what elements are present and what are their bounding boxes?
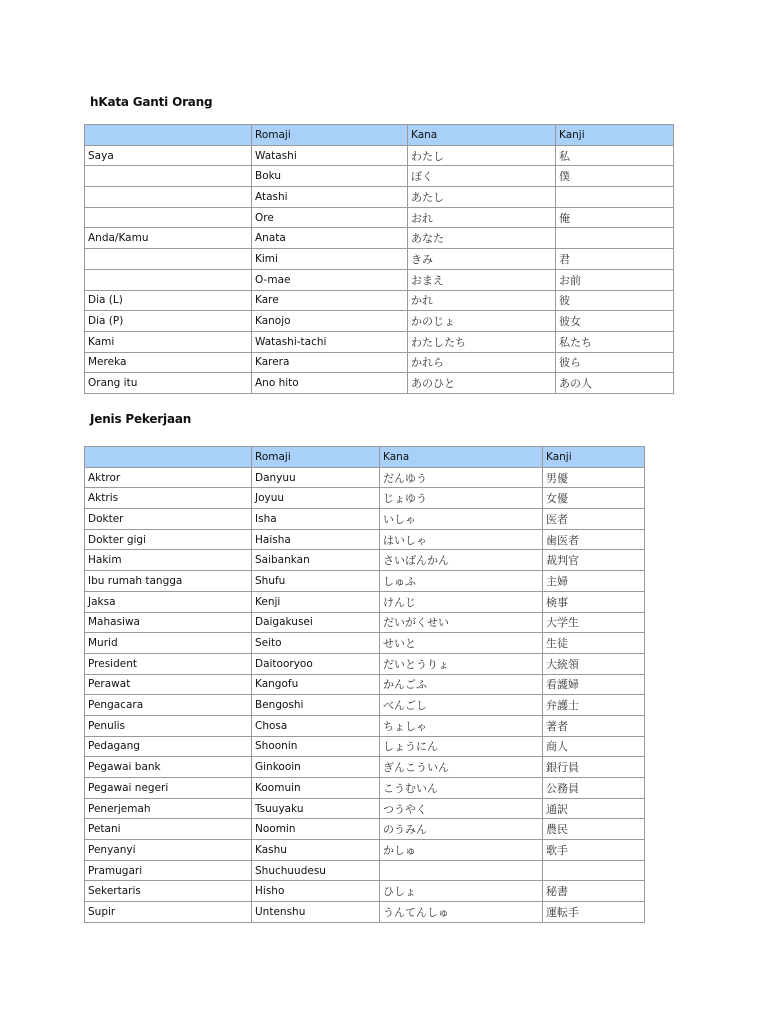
kanji-cell: 運転手 bbox=[543, 902, 645, 923]
kanji-cell: 僕 bbox=[556, 166, 674, 187]
kana-cell: ぎんこういん bbox=[380, 757, 543, 778]
romaji-cell: Bengoshi bbox=[252, 695, 380, 716]
indonesian-cell: Aktror bbox=[85, 467, 252, 488]
kanji-cell: 秘書 bbox=[543, 881, 645, 902]
indonesian-cell: Pedagang bbox=[85, 736, 252, 757]
kana-cell: けんじ bbox=[380, 591, 543, 612]
kana-cell: しょうにん bbox=[380, 736, 543, 757]
table-row bbox=[85, 633, 645, 654]
section-title-occupations: Jenis Pekerjaan bbox=[90, 412, 192, 426]
table-row bbox=[85, 145, 674, 166]
romaji-cell: Kenji bbox=[252, 591, 380, 612]
kanji-cell: 医者 bbox=[543, 509, 645, 530]
kana-cell: かしゅ bbox=[380, 840, 543, 861]
kana-cell: あのひと bbox=[408, 373, 556, 394]
table-row bbox=[85, 695, 645, 716]
indonesian-cell: Orang itu bbox=[85, 373, 252, 394]
indonesian-cell bbox=[85, 269, 252, 290]
table-row bbox=[85, 352, 674, 373]
table-row bbox=[85, 467, 645, 488]
indonesian-cell: Mahasiwa bbox=[85, 612, 252, 633]
indonesian-cell: Penyanyi bbox=[85, 840, 252, 861]
indonesian-cell: Supir bbox=[85, 902, 252, 923]
table-row bbox=[85, 571, 645, 592]
romaji-cell: Karera bbox=[252, 352, 408, 373]
romaji-cell: Shuchuudesu bbox=[252, 860, 380, 881]
kanji-cell: 彼ら bbox=[556, 352, 674, 373]
kanji-cell: 女優 bbox=[543, 488, 645, 509]
table-header-row bbox=[85, 447, 645, 468]
table-row bbox=[85, 488, 645, 509]
table-row bbox=[85, 166, 674, 187]
indonesian-cell: Penulis bbox=[85, 715, 252, 736]
indonesian-cell: Pegawai bank bbox=[85, 757, 252, 778]
kana-cell: かんごふ bbox=[380, 674, 543, 695]
header-cell-kanji: Kanji bbox=[556, 125, 674, 146]
kana-cell: かのじょ bbox=[408, 311, 556, 332]
indonesian-cell: Petani bbox=[85, 819, 252, 840]
kanji-cell: 彼 bbox=[556, 290, 674, 311]
indonesian-cell: Anda/Kamu bbox=[85, 228, 252, 249]
romaji-cell: Noomin bbox=[252, 819, 380, 840]
romaji-cell: Joyuu bbox=[252, 488, 380, 509]
kanji-cell: 裁判官 bbox=[543, 550, 645, 571]
romaji-cell: Kimi bbox=[252, 249, 408, 270]
indonesian-cell: Jaksa bbox=[85, 591, 252, 612]
kana-cell: だいとうりょ bbox=[380, 653, 543, 674]
kana-cell: あたし bbox=[408, 187, 556, 208]
kanji-cell: お前 bbox=[556, 269, 674, 290]
indonesian-cell: Pegawai negeri bbox=[85, 778, 252, 799]
kana-cell: おれ bbox=[408, 207, 556, 228]
header-cell-indonesian bbox=[85, 125, 252, 146]
romaji-cell: Hisho bbox=[252, 881, 380, 902]
romaji-cell: Kare bbox=[252, 290, 408, 311]
table-row bbox=[85, 819, 645, 840]
table-row bbox=[85, 881, 645, 902]
kana-cell: ちょしゃ bbox=[380, 715, 543, 736]
table-row bbox=[85, 207, 674, 228]
kanji-cell: 銀行員 bbox=[543, 757, 645, 778]
kanji-cell bbox=[556, 187, 674, 208]
kanji-cell: 弁護士 bbox=[543, 695, 645, 716]
indonesian-cell: Dia (P) bbox=[85, 311, 252, 332]
table-row bbox=[85, 249, 674, 270]
kana-cell: わたし bbox=[408, 145, 556, 166]
table-row bbox=[85, 902, 645, 923]
kanji-cell: 生徒 bbox=[543, 633, 645, 654]
romaji-cell: Shufu bbox=[252, 571, 380, 592]
kanji-cell: 商人 bbox=[543, 736, 645, 757]
kana-cell: いしゃ bbox=[380, 509, 543, 530]
indonesian-cell: Mereka bbox=[85, 352, 252, 373]
kana-cell: はいしゃ bbox=[380, 529, 543, 550]
kana-cell bbox=[380, 860, 543, 881]
indonesian-cell bbox=[85, 207, 252, 228]
table-row bbox=[85, 715, 645, 736]
kanji-cell: 俺 bbox=[556, 207, 674, 228]
kana-cell: せいと bbox=[380, 633, 543, 654]
romaji-cell: Kangofu bbox=[252, 674, 380, 695]
kanji-cell: 検事 bbox=[543, 591, 645, 612]
romaji-cell: Kanojo bbox=[252, 311, 408, 332]
kanji-cell: 私たち bbox=[556, 331, 674, 352]
romaji-cell: O-mae bbox=[252, 269, 408, 290]
table-row bbox=[85, 674, 645, 695]
indonesian-cell: Hakim bbox=[85, 550, 252, 571]
header-cell-romaji: Romaji bbox=[252, 125, 408, 146]
kanji-cell: 君 bbox=[556, 249, 674, 270]
indonesian-cell: Murid bbox=[85, 633, 252, 654]
kana-cell: じょゆう bbox=[380, 488, 543, 509]
romaji-cell: Shoonin bbox=[252, 736, 380, 757]
header-cell-kana: Kana bbox=[380, 447, 543, 468]
table-row bbox=[85, 653, 645, 674]
romaji-cell: Saibankan bbox=[252, 550, 380, 571]
table-row bbox=[85, 612, 645, 633]
table-row bbox=[85, 331, 674, 352]
romaji-cell: Ginkooin bbox=[252, 757, 380, 778]
indonesian-cell bbox=[85, 187, 252, 208]
kana-cell: ぼく bbox=[408, 166, 556, 187]
kana-cell: おまえ bbox=[408, 269, 556, 290]
kanji-cell: 大統領 bbox=[543, 653, 645, 674]
table-row bbox=[85, 269, 674, 290]
table-row bbox=[85, 529, 645, 550]
romaji-cell: Kashu bbox=[252, 840, 380, 861]
kana-cell: だいがくせい bbox=[380, 612, 543, 633]
section-title-pronouns: hKata Ganti Orang bbox=[90, 95, 213, 109]
table-row bbox=[85, 187, 674, 208]
header-cell-indonesian bbox=[85, 447, 252, 468]
indonesian-cell: Sekertaris bbox=[85, 881, 252, 902]
indonesian-cell: Penerjemah bbox=[85, 798, 252, 819]
pronoun-table bbox=[84, 124, 674, 394]
kanji-cell: 通訳 bbox=[543, 798, 645, 819]
romaji-cell: Tsuuyaku bbox=[252, 798, 380, 819]
romaji-cell: Isha bbox=[252, 509, 380, 530]
table-row bbox=[85, 778, 645, 799]
indonesian-cell bbox=[85, 166, 252, 187]
indonesian-cell: Pramugari bbox=[85, 860, 252, 881]
romaji-cell: Danyuu bbox=[252, 467, 380, 488]
indonesian-cell: President bbox=[85, 653, 252, 674]
kana-cell: うんてんしゅ bbox=[380, 902, 543, 923]
indonesian-cell: Aktris bbox=[85, 488, 252, 509]
romaji-cell: Watashi-tachi bbox=[252, 331, 408, 352]
table-row bbox=[85, 311, 674, 332]
kanji-cell: 歯医者 bbox=[543, 529, 645, 550]
indonesian-cell: Kami bbox=[85, 331, 252, 352]
kanji-cell bbox=[543, 860, 645, 881]
table-row bbox=[85, 290, 674, 311]
romaji-cell: Boku bbox=[252, 166, 408, 187]
kanji-cell: 彼女 bbox=[556, 311, 674, 332]
kana-cell: わたしたち bbox=[408, 331, 556, 352]
header-cell-romaji: Romaji bbox=[252, 447, 380, 468]
table-row bbox=[85, 373, 674, 394]
kanji-cell: 公務員 bbox=[543, 778, 645, 799]
kanji-cell: 主婦 bbox=[543, 571, 645, 592]
header-cell-kanji: Kanji bbox=[543, 447, 645, 468]
romaji-cell: Untenshu bbox=[252, 902, 380, 923]
kana-cell: のうみん bbox=[380, 819, 543, 840]
kana-cell: ひしょ bbox=[380, 881, 543, 902]
indonesian-cell: Ibu rumah tangga bbox=[85, 571, 252, 592]
table-row bbox=[85, 757, 645, 778]
table-row bbox=[85, 591, 645, 612]
table-row bbox=[85, 509, 645, 530]
kanji-cell: 農民 bbox=[543, 819, 645, 840]
kana-cell: こうむいん bbox=[380, 778, 543, 799]
kana-cell: つうやく bbox=[380, 798, 543, 819]
romaji-cell: Ano hito bbox=[252, 373, 408, 394]
indonesian-cell: Saya bbox=[85, 145, 252, 166]
indonesian-cell: Dokter gigi bbox=[85, 529, 252, 550]
kana-cell: かれ bbox=[408, 290, 556, 311]
kana-cell: べんごし bbox=[380, 695, 543, 716]
kanji-cell: 歌手 bbox=[543, 840, 645, 861]
kana-cell: かれら bbox=[408, 352, 556, 373]
table-row bbox=[85, 860, 645, 881]
kanji-cell: 大学生 bbox=[543, 612, 645, 633]
occupation-table bbox=[84, 446, 645, 923]
kanji-cell bbox=[556, 228, 674, 249]
kana-cell: だんゆう bbox=[380, 467, 543, 488]
romaji-cell: Atashi bbox=[252, 187, 408, 208]
kanji-cell: 私 bbox=[556, 145, 674, 166]
table-row bbox=[85, 550, 645, 571]
table-row bbox=[85, 840, 645, 861]
romaji-cell: Koomuin bbox=[252, 778, 380, 799]
table-row bbox=[85, 228, 674, 249]
romaji-cell: Chosa bbox=[252, 715, 380, 736]
kana-cell: しゅふ bbox=[380, 571, 543, 592]
romaji-cell: Watashi bbox=[252, 145, 408, 166]
romaji-cell: Daitooryoo bbox=[252, 653, 380, 674]
romaji-cell: Seito bbox=[252, 633, 380, 654]
table-header-row bbox=[85, 125, 674, 146]
kanji-cell: 看護婦 bbox=[543, 674, 645, 695]
romaji-cell: Daigakusei bbox=[252, 612, 380, 633]
header-cell-kana: Kana bbox=[408, 125, 556, 146]
indonesian-cell: Dia (L) bbox=[85, 290, 252, 311]
table-row bbox=[85, 736, 645, 757]
kanji-cell: あの人 bbox=[556, 373, 674, 394]
kana-cell: さいばんかん bbox=[380, 550, 543, 571]
indonesian-cell bbox=[85, 249, 252, 270]
indonesian-cell: Perawat bbox=[85, 674, 252, 695]
romaji-cell: Haisha bbox=[252, 529, 380, 550]
romaji-cell: Ore bbox=[252, 207, 408, 228]
romaji-cell: Anata bbox=[252, 228, 408, 249]
kanji-cell: 男優 bbox=[543, 467, 645, 488]
kanji-cell: 著者 bbox=[543, 715, 645, 736]
kana-cell: きみ bbox=[408, 249, 556, 270]
kana-cell: あなた bbox=[408, 228, 556, 249]
indonesian-cell: Dokter bbox=[85, 509, 252, 530]
table-row bbox=[85, 798, 645, 819]
indonesian-cell: Pengacara bbox=[85, 695, 252, 716]
